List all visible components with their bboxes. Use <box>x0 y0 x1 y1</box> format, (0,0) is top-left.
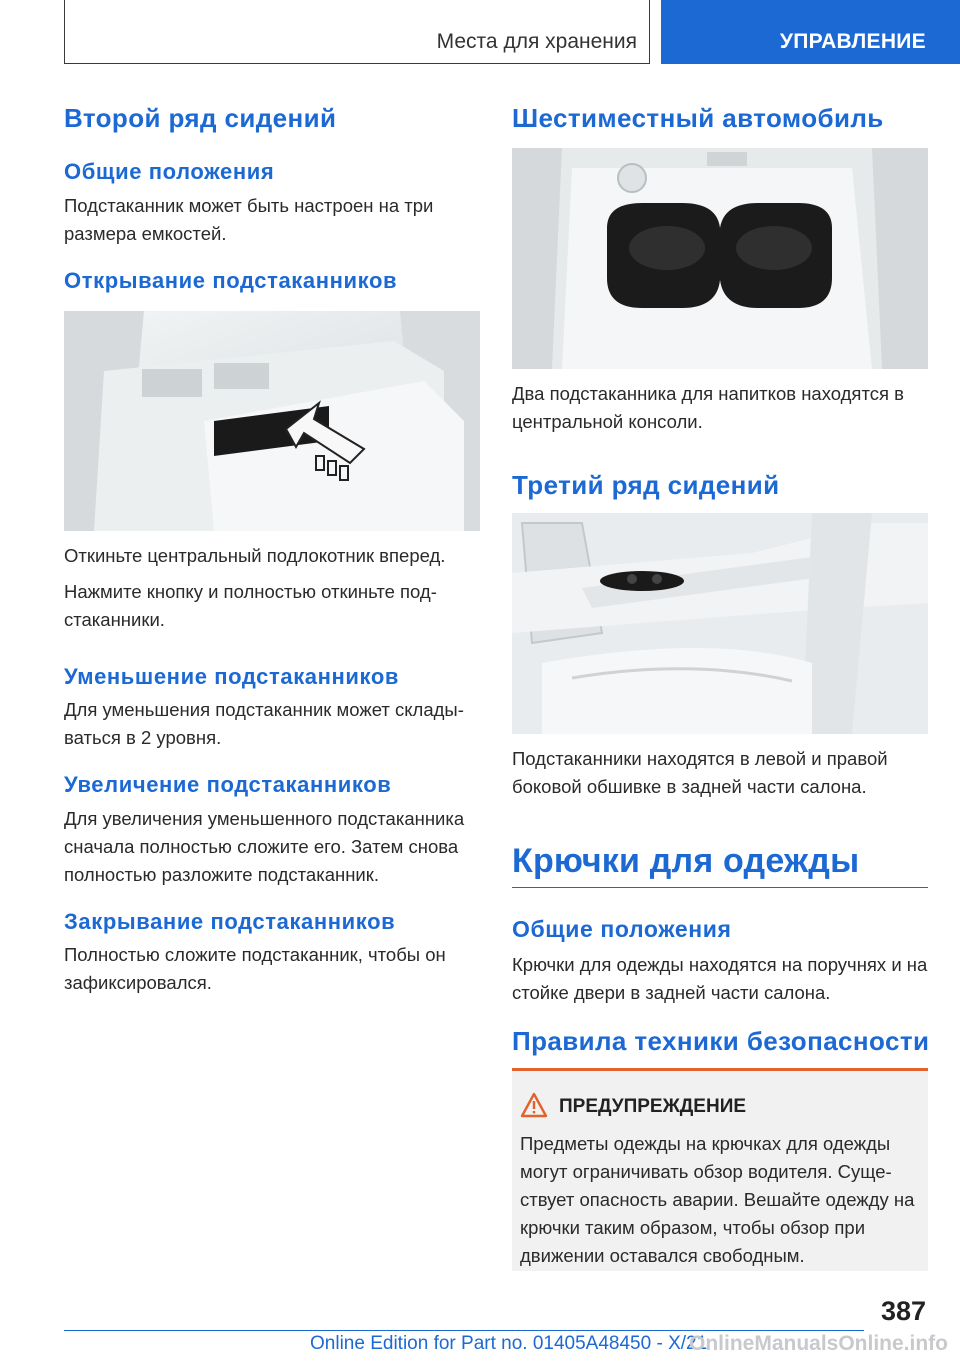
reduce-text: Для уменьшения подстаканник может склады-ваться в 2 уровня. <box>64 699 464 748</box>
header-chapter-tab <box>661 0 960 64</box>
general-heading: Общие положения <box>64 159 275 184</box>
opening-step-2: Нажмите кнопку и полностью откиньте под-стаканники. <box>64 581 437 630</box>
opening-step-1: Откиньте центральный подлокотник вперед. <box>64 545 446 566</box>
safety-heading: Правила техники безопасности <box>512 1026 930 1056</box>
armrest-cupholder-image <box>64 311 480 531</box>
enlarge-text: Для увеличения уменьшенного подстаканника сначала полностью сложите его. Затем снова полностью разложите подстаканник. <box>64 808 465 885</box>
header-section-title: Места для хранения <box>436 30 637 53</box>
hooks-title-rule <box>512 887 928 888</box>
six-seat-text: Два подстаканника для напитков находятся в центральной консоли. <box>512 383 904 432</box>
enlarge-heading: Увеличение подстаканников <box>64 772 392 797</box>
six-seat-heading: Шестиместный автомобиль <box>512 103 884 133</box>
footer-edition: Online Edition for Part no. 01405A48450 - X/21 <box>310 1333 708 1354</box>
hooks-title: Крючки для одежды <box>512 842 860 880</box>
warning-text: Предметы одежды на крючках для одежды могут ограничивать обзор водителя. Суще-ствует опасность аварии. Вешайте одежду на крючки таким образом, чтобы обзор при движении оставался свободным. <box>520 1133 915 1266</box>
warning-bar <box>512 1068 928 1071</box>
third-row-heading: Третий ряд сидений <box>512 470 780 500</box>
general-text: Подстаканник может быть настроен на три размера емкостей. <box>64 195 434 244</box>
reduce-heading: Уменьшение подстаканников <box>64 664 400 689</box>
third-row-cupholder-image <box>512 513 928 734</box>
center-console-cupholders-image <box>512 148 928 369</box>
footer-rule <box>64 1330 864 1331</box>
warning-triangle-icon <box>520 1092 548 1123</box>
warning-title: ПРЕДУПРЕЖДЕНИЕ <box>559 1096 747 1117</box>
left-title: Второй ряд сидений <box>64 103 337 133</box>
page-number: 387 <box>880 1296 926 1326</box>
closing-text: Полностью сложите подстаканник, чтобы он зафиксировался. <box>64 944 446 993</box>
warning-box <box>512 1068 928 1271</box>
footer-watermark: OnlineManualsOnline.info <box>688 1332 948 1355</box>
header-chapter-title: УПРАВЛЕНИЕ <box>779 30 926 53</box>
hooks-general-text: Крючки для одежды находятся на поручнях и на стойке двери в задней части салона. <box>512 954 928 1003</box>
opening-heading: Открывание подстаканников <box>64 268 398 293</box>
hooks-general-heading: Общие положения <box>512 916 732 942</box>
header-section-box <box>64 0 650 64</box>
third-row-text: Подстаканники находятся в левой и правой боковой обшивке в задней части салона. <box>512 748 888 797</box>
closing-heading: Закрывание подстаканников <box>64 909 396 934</box>
